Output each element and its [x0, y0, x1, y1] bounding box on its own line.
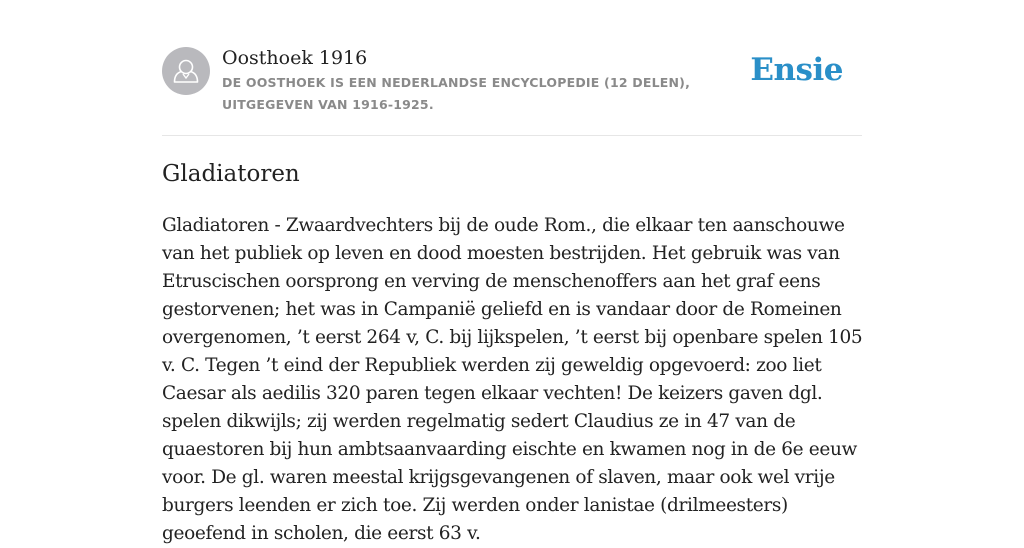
ensie-logo[interactable]: Ensie — [750, 52, 843, 88]
source-title[interactable]: Oosthoek 1916 — [222, 47, 368, 69]
user-icon — [162, 47, 210, 95]
article-body: Gladiatoren - Zwaardvechters bij de oude Rom., die elkaar ten aanschouwe van het publiek op leven en dood moesten bestrijden. Het gebruik was van Etruscischen oorsprong en verving de menschenoffers aan het graf eens gestorvenen; het was in Campanië geliefd en is vandaar door de Romeinen overgenomen, ’t eerst 264 v, C. bij lijkspelen, ’t eerst bij openbare spelen 105 v. C. Tegen ’t eind der Republiek werden zij geweldig opgevoerd: zoo liet Caesar als aedilis 320 paren tegen elkaar vechten! De keizers gaven dgl. spelen dikwijls; zij werden regelmatig sedert Claudius ze in 47 van de quaestoren bij hun ambtsaanvaarding eischte en kwamen nog in de 6e eeuw voor. De gl. waren meestal krijgsgevangenen of slaven, maar ook wel vrije burgers leenden er zich toe. Zij werden onder lanistae (drilmeesters) geoefend in scholen, die eerst 63 v. — [162, 215, 863, 544]
source-description: DE OOSTHOEK IS EEN NEDERLANDSE ENCYCLOPEDIE (12 DELEN), UITGEGEVEN VAN 1916-1925. — [222, 75, 691, 112]
source-header — [162, 44, 862, 136]
article-title: Gladiatoren — [162, 161, 300, 187]
avatar[interactable] — [162, 47, 210, 95]
